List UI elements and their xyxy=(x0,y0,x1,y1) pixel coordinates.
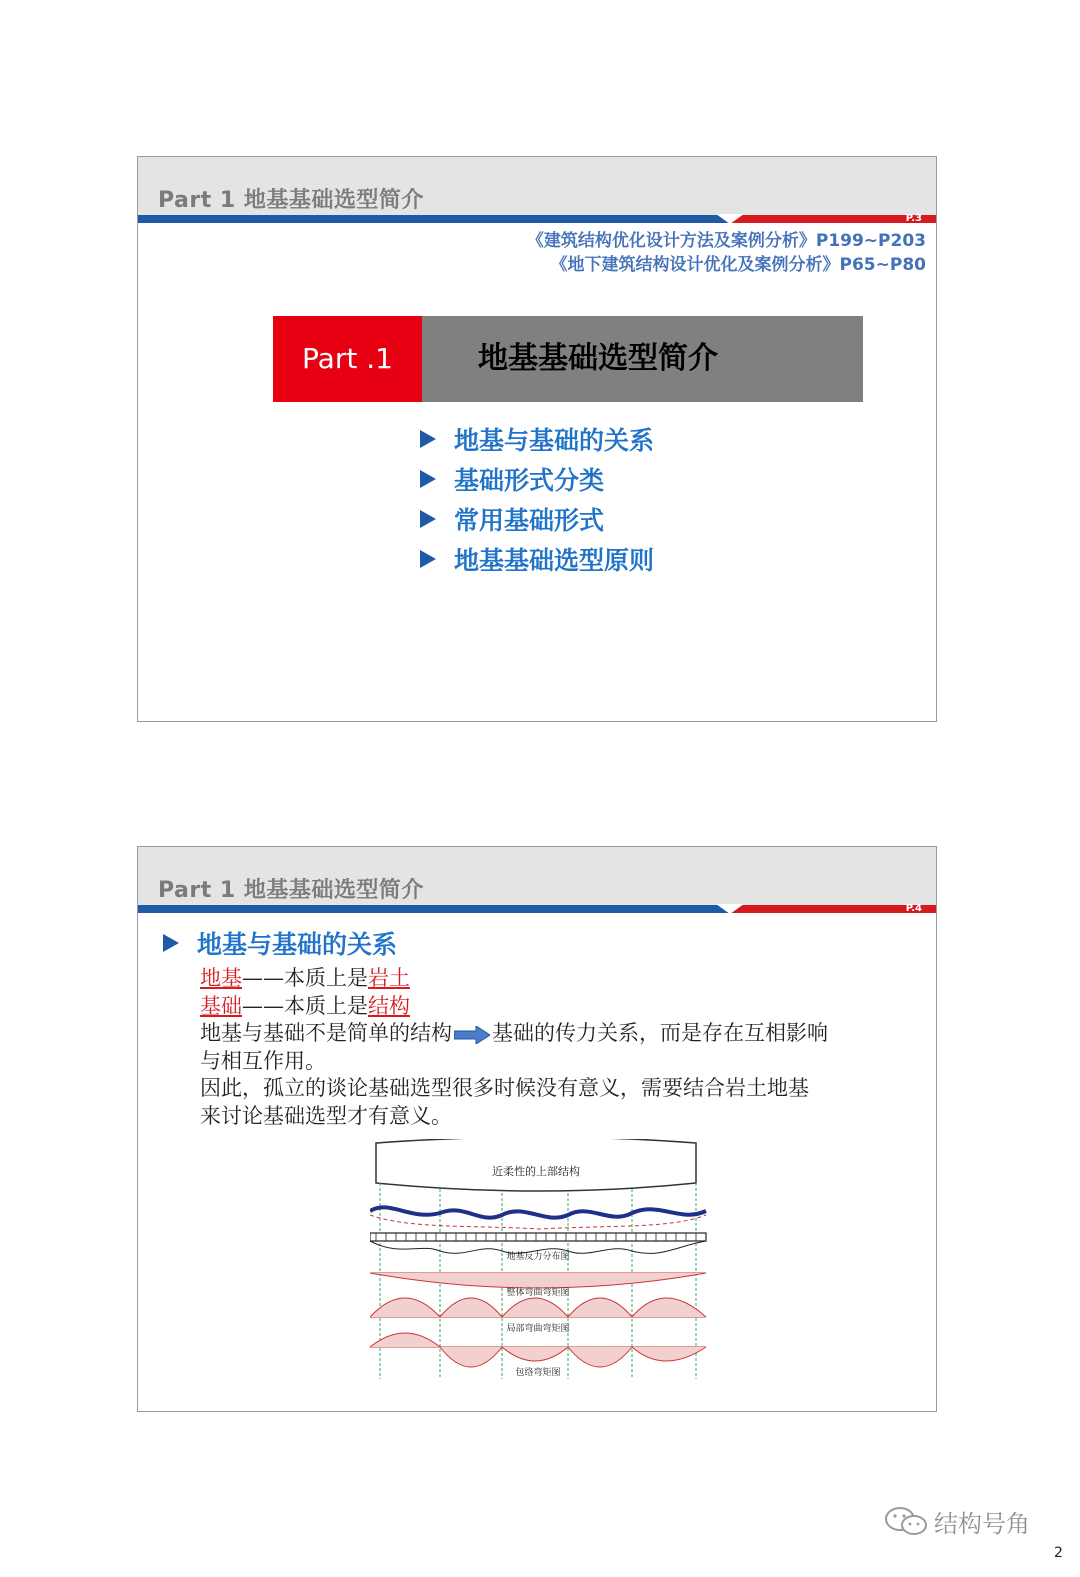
bullet-arrow-icon xyxy=(163,934,179,952)
definition-mid: ——本质上是 xyxy=(242,993,368,1018)
bullet-arrow-icon xyxy=(420,550,436,568)
section-heading-text: 地基与基础的关系 xyxy=(197,930,398,959)
part-label: Part .1 xyxy=(273,316,422,402)
slide-page-label: P.3 xyxy=(905,213,922,224)
paragraph-text: 地基与基础不是简单的结构 xyxy=(200,1021,452,1045)
definition-line xyxy=(200,965,920,993)
toc-item-label: 常用基础形式 xyxy=(454,506,605,535)
watermark-text: 结构号角 xyxy=(934,1509,1030,1538)
paragraph-text: 基础的传力关系，而是存在互相影响 xyxy=(492,1021,828,1045)
toc-item xyxy=(420,499,654,539)
watermark xyxy=(884,1503,1030,1539)
term-foundation: 基础 xyxy=(200,993,242,1018)
reference-list xyxy=(527,229,926,277)
header-title: Part 1 地基基础选型简介 xyxy=(158,878,424,903)
toc-item-label: 地基基础选型原则 xyxy=(454,546,655,575)
paragraph-line: 来讨论基础选型才有意义。 xyxy=(200,1103,452,1128)
header-band xyxy=(138,905,936,913)
envelope-moment-curve xyxy=(370,1333,706,1367)
slide-header xyxy=(138,157,936,215)
slide-part1-overview xyxy=(137,156,937,722)
slide-foundation-relationship xyxy=(137,846,937,1412)
reference-item: 《地下建筑结构设计优化及案例分析》P65~P80 xyxy=(550,255,926,275)
document-page-number: 2 xyxy=(1054,1545,1063,1561)
definition-mid: ——本质上是 xyxy=(242,966,368,990)
figure-label: 近柔性的上部结构 xyxy=(492,1165,580,1178)
reference-item: 《建筑结构优化设计方法及案例分析》P199~P203 xyxy=(526,231,926,251)
figure-label: 整体弯曲弯矩图 xyxy=(506,1288,570,1298)
right-arrow-icon xyxy=(454,1026,490,1044)
table-of-contents xyxy=(420,419,654,579)
overall-moment-curve xyxy=(370,1273,706,1288)
toc-item xyxy=(420,419,654,459)
part-title: 地基基础选型简介 xyxy=(422,316,863,402)
definition-line xyxy=(200,993,920,1021)
slide-header xyxy=(138,847,936,905)
body-text xyxy=(200,965,920,1130)
bullet-arrow-icon xyxy=(420,430,436,448)
paragraph-line xyxy=(200,1020,920,1048)
wechat-icon xyxy=(884,1506,928,1536)
paragraph-line: 与相互作用。 xyxy=(200,1048,326,1073)
figure-label: 局部弯曲弯矩图 xyxy=(506,1324,570,1334)
local-moment-curve xyxy=(370,1298,706,1317)
term-ground: 地基 xyxy=(200,966,242,990)
foundation-moment-diagram xyxy=(370,1139,710,1389)
term-value: 结构 xyxy=(368,993,410,1018)
slide-page-label: P.4 xyxy=(905,903,922,914)
header-band xyxy=(138,215,936,223)
toc-item-label: 地基与基础的关系 xyxy=(454,426,655,455)
toc-item-label: 基础形式分类 xyxy=(454,466,605,495)
toc-item xyxy=(420,539,654,579)
toc-item xyxy=(420,459,654,499)
bullet-arrow-icon xyxy=(420,510,436,528)
figure-label: 地基反力分布图 xyxy=(506,1252,570,1262)
header-title: Part 1 地基基础选型简介 xyxy=(158,188,424,213)
part-banner xyxy=(273,316,863,402)
term-value: 岩土 xyxy=(368,966,410,990)
figure-label: 包络弯矩图 xyxy=(515,1368,561,1378)
paragraph-line: 因此，孤立的谈论基础选型很多时候没有意义，需要结合岩土地基 xyxy=(200,1076,809,1100)
foundation-beam xyxy=(370,1233,706,1241)
section-heading xyxy=(163,925,397,961)
deflection-curve xyxy=(370,1207,706,1217)
bullet-arrow-icon xyxy=(420,470,436,488)
